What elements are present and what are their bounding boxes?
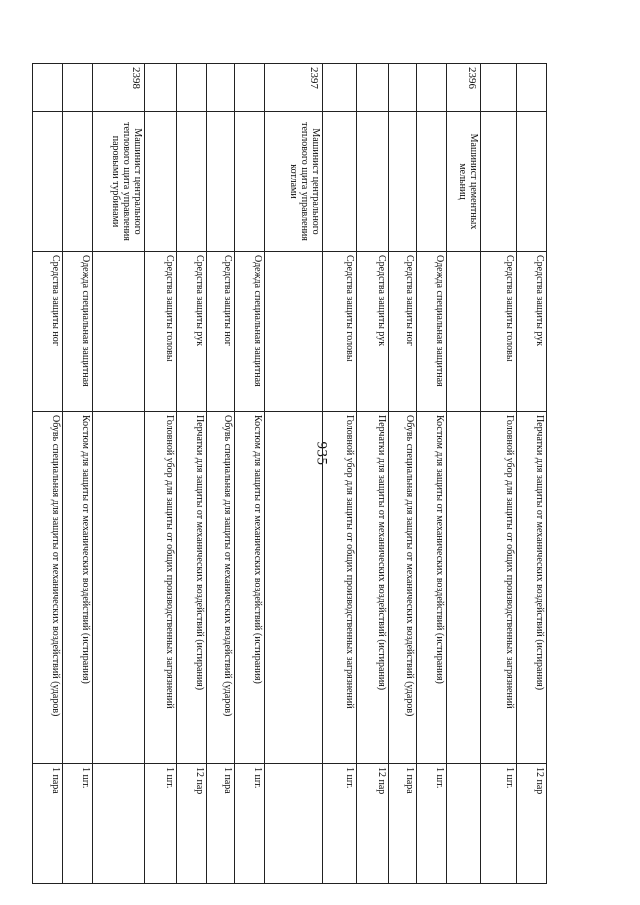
- ppe-table: [32, 63, 547, 884]
- ppe-item: Обувь специальная для защиты от механических воздействий (ударов): [207, 412, 235, 764]
- ppe-item: [265, 412, 323, 764]
- ppe-category: Средства защиты рук: [357, 252, 389, 412]
- ppe-table-rotated: [50, 63, 547, 883]
- ppe-category: Средства защиты рук: [177, 252, 207, 412]
- ppe-item: Обувь специальная для защиты от механических воздействий (ударов): [389, 412, 417, 764]
- table-row: [265, 64, 323, 884]
- profession-name: Машинист центрального теплового щита управления котлами: [265, 112, 323, 252]
- issue-quantity: 1 шт.: [235, 764, 265, 884]
- ppe-item: Головной убор для защиты от общих производственных загрязнений: [145, 412, 177, 764]
- table-row: [389, 64, 417, 884]
- issue-quantity: [93, 764, 145, 884]
- ppe-item: Головной убор для защиты от общих производственных загрязнений: [323, 412, 357, 764]
- table-row: [417, 64, 447, 884]
- issue-quantity: 1 пара: [389, 764, 417, 884]
- issue-quantity: 1 шт.: [481, 764, 517, 884]
- table-row: [447, 64, 481, 884]
- page-number: 935: [313, 441, 330, 466]
- profession-name: [33, 112, 63, 252]
- ppe-category: Одежда специальная защитная: [63, 252, 93, 412]
- ppe-category: Средства защиты головы: [323, 252, 357, 412]
- table-row: [63, 64, 93, 884]
- row-number: [177, 64, 207, 112]
- profession-name: [323, 112, 357, 252]
- profession-name: Машинист цементных мельниц: [447, 112, 481, 252]
- ppe-item: Обувь специальная для защиты от механических воздействий (ударов): [33, 412, 63, 764]
- row-number: [517, 64, 547, 112]
- row-number: [207, 64, 235, 112]
- ppe-table-body: [33, 64, 547, 884]
- table-row: [177, 64, 207, 884]
- ppe-table-container: [50, 63, 547, 883]
- ppe-item: Головной убор для защиты от общих производственных загрязнений: [481, 412, 517, 764]
- row-number: [481, 64, 517, 112]
- row-number: 2398: [93, 64, 145, 112]
- row-number: 2396: [447, 64, 481, 112]
- table-row: [357, 64, 389, 884]
- row-number: [235, 64, 265, 112]
- issue-quantity: 12 пар: [357, 764, 389, 884]
- issue-quantity: 1 пара: [33, 764, 63, 884]
- ppe-category: Средства защиты рук: [517, 252, 547, 412]
- ppe-item: Костюм для защиты от механических воздействий (истирания): [63, 412, 93, 764]
- table-row: [145, 64, 177, 884]
- ppe-item: Перчатки для защиты от механических воздействий (истирания): [357, 412, 389, 764]
- table-row: [93, 64, 145, 884]
- issue-quantity: 1 шт.: [145, 764, 177, 884]
- profession-name: Машинист центрального теплового щита управления паровыми турбинами: [93, 112, 145, 252]
- row-number: [417, 64, 447, 112]
- profession-name: [177, 112, 207, 252]
- profession-name: [235, 112, 265, 252]
- profession-name: [357, 112, 389, 252]
- ppe-category: [265, 252, 323, 412]
- issue-quantity: 12 пар: [517, 764, 547, 884]
- issue-quantity: 1 шт.: [417, 764, 447, 884]
- ppe-item: [447, 412, 481, 764]
- row-number: [323, 64, 357, 112]
- ppe-item: Перчатки для защиты от механических воздействий (истирания): [517, 412, 547, 764]
- table-row: [33, 64, 63, 884]
- table-row: [481, 64, 517, 884]
- issue-quantity: [265, 764, 323, 884]
- ppe-category: Одежда специальная защитная: [417, 252, 447, 412]
- ppe-category: Средства защиты ног: [33, 252, 63, 412]
- profession-name: [481, 112, 517, 252]
- profession-name: [145, 112, 177, 252]
- profession-name: [63, 112, 93, 252]
- row-number: 2397: [265, 64, 323, 112]
- ppe-category: Средства защиты головы: [481, 252, 517, 412]
- table-row: [517, 64, 547, 884]
- row-number: [63, 64, 93, 112]
- ppe-category: [447, 252, 481, 412]
- ppe-item: Костюм для защиты от механических воздействий (истирания): [235, 412, 265, 764]
- table-row: [323, 64, 357, 884]
- ppe-category: Средства защиты головы: [145, 252, 177, 412]
- ppe-category: Средства защиты ног: [389, 252, 417, 412]
- ppe-item: [93, 412, 145, 764]
- row-number: [389, 64, 417, 112]
- profession-name: [517, 112, 547, 252]
- issue-quantity: 1 пара: [207, 764, 235, 884]
- ppe-category: Одежда специальная защитная: [235, 252, 265, 412]
- table-row: [207, 64, 235, 884]
- issue-quantity: 1 шт.: [323, 764, 357, 884]
- ppe-category: Средства защиты ног: [207, 252, 235, 412]
- row-number: [33, 64, 63, 112]
- profession-name: [417, 112, 447, 252]
- issue-quantity: [447, 764, 481, 884]
- ppe-item: Перчатки для защиты от механических воздействий (истирания): [177, 412, 207, 764]
- ppe-category: [93, 252, 145, 412]
- profession-name: [207, 112, 235, 252]
- table-row: [235, 64, 265, 884]
- row-number: [145, 64, 177, 112]
- issue-quantity: 1 шт.: [63, 764, 93, 884]
- ppe-item: Костюм для защиты от механических воздействий (истирания): [417, 412, 447, 764]
- row-number: [357, 64, 389, 112]
- issue-quantity: 12 пар: [177, 764, 207, 884]
- profession-name: [389, 112, 417, 252]
